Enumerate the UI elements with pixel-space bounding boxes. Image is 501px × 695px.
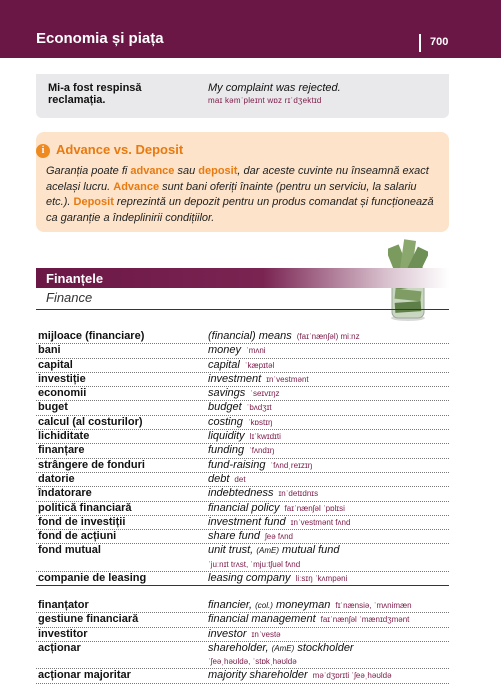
header-divider (419, 34, 421, 52)
english-word: share fund (208, 530, 260, 543)
english-word: money (208, 344, 242, 357)
phonetic: det (234, 474, 246, 484)
english-word: costing (208, 415, 243, 428)
english-word: shareholder, (208, 641, 269, 654)
english-word: investment fund (208, 515, 286, 528)
example-ro: Mi-a fost respinsă reclamația. (48, 82, 142, 106)
english-term (208, 401, 449, 414)
section-subtitle: Finance (46, 290, 93, 305)
english-word: fund-raising (208, 458, 266, 471)
vocab-row (36, 530, 449, 544)
phonetic: ɪnˈvestmənt fʌnd (290, 517, 351, 527)
vocab-row (36, 459, 449, 473)
english-word: debt (208, 472, 230, 485)
english-word: savings (208, 387, 246, 400)
vocab-row (36, 416, 449, 430)
keyword: advance (130, 165, 175, 177)
note-text: Garanția poate fi advance sau deposit, dar aceste cuvinte nu înseamnă exact același lucru. Advance sunt bani oferiți înainte (pentru un serviciu, la salariu etc.). Deposit reprezintă un depozit pentru un produs comandat și funcționează ca garanție a îndeplinirii condițiilor. (46, 165, 434, 224)
english-word: unit trust, (208, 544, 254, 557)
section-header (36, 268, 449, 288)
romanian-term: buget (38, 401, 68, 414)
vocab-row (36, 487, 449, 501)
keyword: Deposit (73, 196, 114, 208)
vocab-row (36, 344, 449, 358)
phonetic: faɪˈnænʃəl ˈmænɪdʒmənt (320, 615, 410, 625)
romanian-term: bani (38, 344, 61, 357)
english-term (208, 544, 449, 571)
vocab-row (36, 373, 449, 387)
english-word: investment (208, 372, 262, 385)
phonetic: fɪˈnænsiə, ˈmʌnimæn (335, 601, 412, 610)
english-term (208, 459, 449, 472)
phonetic: məˈdʒɒrɪti ˈʃeəˌhəʊldə (312, 671, 392, 681)
english-term (208, 516, 449, 529)
vocabulary-list (36, 599, 449, 684)
vocab-row (36, 473, 449, 487)
english-word: financial policy (208, 501, 280, 514)
phonetic: ɪnˈvestmənt (266, 374, 309, 384)
usage-tag: (AmE) (271, 643, 295, 653)
phonetic: ˈmʌni (246, 346, 266, 356)
chapter-header (0, 0, 501, 58)
english-term (208, 344, 449, 357)
vocab-row (36, 572, 449, 586)
usage-tag: (AmE) (256, 546, 279, 556)
english-word: moneyman (275, 599, 331, 611)
info-icon: i (36, 144, 50, 158)
vocabulary-list (36, 330, 449, 586)
romanian-term: finanțator (38, 599, 89, 611)
example-phonetic: maɪ kəmˈpleɪnt wɒz rɪˈdʒektɪd (208, 96, 322, 105)
vocab-row (36, 444, 449, 458)
english-term (208, 473, 449, 486)
vocab-row (36, 642, 449, 670)
section-divider (36, 309, 449, 310)
romanian-term: lichiditate (38, 430, 90, 443)
romanian-term: companie de leasing (38, 572, 147, 585)
phonetic: ʃeə fʌnd (264, 532, 294, 542)
romanian-term: acționar majoritar (38, 669, 131, 682)
phonetic: ˈfʌndɪŋ (249, 446, 275, 456)
romanian-term: investiție (38, 372, 86, 385)
english-word: financier, (208, 599, 253, 611)
phonetic: ˈjuːnɪt trʌst, ˈmjuːtʃuəl fʌnd (208, 559, 301, 569)
usage-tag: (col.) (255, 601, 273, 610)
english-word: investor (208, 627, 247, 640)
english-word: stockholder (297, 641, 354, 654)
phonetic: ˈbʌdʒɪt (246, 403, 272, 413)
romanian-term: fond de acțiuni (38, 530, 117, 543)
page-number: 700 (430, 36, 449, 48)
vocab-row (36, 359, 449, 373)
phonetic: ɪnˈdetɪdnɪs (278, 489, 319, 499)
romanian-term: investitor (38, 627, 88, 640)
phonetic: (faɪˈnænʃəl) miːnz (296, 332, 360, 341)
english-term (208, 613, 449, 626)
phonetic: ˈfʌndˌreɪzɪŋ (270, 460, 313, 470)
phonetic: liːsɪŋ ˈkʌmpəni (295, 574, 348, 584)
english-term (208, 599, 449, 612)
romanian-term: îndatorare (38, 487, 92, 500)
phonetic: ˈseɪvɪŋz (250, 389, 280, 399)
phonetic: ˈkɒstɪŋ (247, 417, 273, 427)
example-en-block (208, 82, 438, 105)
vocab-row (36, 613, 449, 627)
english-term (208, 330, 449, 343)
usage-note-box (36, 132, 449, 232)
romanian-term: politică financiară (38, 501, 132, 514)
vocab-row (36, 387, 449, 401)
romanian-term: datorie (38, 472, 75, 485)
romanian-term: capital (38, 358, 73, 371)
phonetic: lɪˈkwɪdɪti (249, 432, 281, 442)
english-term (208, 487, 449, 500)
english-term (208, 430, 449, 443)
english-term (208, 628, 449, 641)
romanian-term: fond mutual (38, 544, 101, 557)
vocab-row (36, 502, 449, 516)
english-word: financial management (208, 613, 316, 626)
vocab-row (36, 544, 449, 572)
chapter-title: Economia și piața (36, 30, 164, 47)
english-word: liquidity (208, 430, 245, 443)
english-term (208, 642, 449, 669)
romanian-term: calcul (al costurilor) (38, 415, 143, 428)
vocab-row (36, 628, 449, 642)
vocab-row (36, 401, 449, 415)
romanian-term: strângere de fonduri (38, 458, 145, 471)
romanian-term: fond de investiții (38, 515, 126, 528)
romanian-term: gestiune financiară (38, 613, 139, 626)
example-en: My complaint was rejected. (208, 82, 341, 94)
phonetic: ɪnˈvestə (251, 629, 281, 639)
english-term (208, 502, 449, 515)
english-term (208, 359, 449, 372)
english-word: mutual fund (282, 544, 340, 557)
phonetic: ˈʃeəˌhəʊldə, ˈstɒkˌhəʊldə (208, 657, 297, 667)
keyword: Advance (113, 180, 160, 193)
english-word: leasing company (208, 572, 291, 585)
section-title: Finanțele (46, 271, 104, 286)
keyword: deposit (198, 165, 238, 177)
phonetic: faɪˈnænʃəl ˈpɒlɪsi (284, 503, 345, 513)
romanian-term: finanțare (38, 444, 85, 457)
english-term (208, 572, 449, 585)
english-word: indebtedness (208, 487, 274, 500)
vocab-row (36, 330, 449, 344)
english-term (208, 530, 449, 543)
english-term (208, 669, 449, 682)
romanian-term: economii (38, 387, 87, 400)
note-title: Advance vs. Deposit (56, 142, 184, 157)
example-sentence-box (36, 74, 449, 118)
english-word: (financial) means (208, 330, 292, 342)
english-word: majority shareholder (208, 669, 308, 682)
vocab-row (36, 669, 449, 683)
romanian-term: mijloace (financiare) (38, 330, 145, 342)
english-term (208, 387, 449, 400)
english-term (208, 373, 449, 386)
vocab-row (36, 430, 449, 444)
vocab-row (36, 516, 449, 530)
phonetic: ˈkæpɪtəl (244, 360, 275, 370)
english-word: capital (208, 358, 240, 371)
english-word: budget (208, 401, 242, 414)
english-word: funding (208, 444, 245, 457)
romanian-term: acționar (38, 641, 81, 654)
vocab-row (36, 599, 449, 613)
english-term (208, 444, 449, 457)
english-term (208, 416, 449, 429)
